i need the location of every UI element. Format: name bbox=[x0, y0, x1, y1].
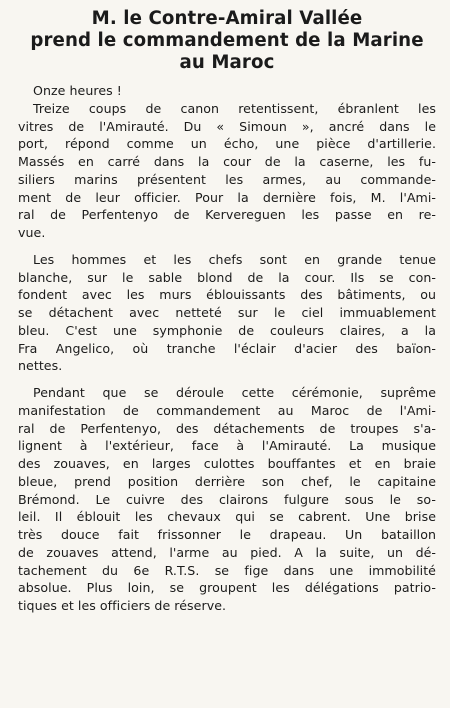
paragraph-line: vue. bbox=[18, 225, 46, 240]
title-line: prend le commandement de la Marine bbox=[30, 30, 424, 51]
paragraph-line: nettes. bbox=[18, 358, 63, 374]
paragraph-line: Onze heures ! bbox=[33, 83, 122, 98]
paragraph-cannon-salute bbox=[18, 100, 436, 242]
paragraph-line: lignent à l'extérieur, face à l'Amirauté. La musique bbox=[18, 438, 436, 454]
paragraph-line: bleue, prend position derrière son chef, le capitaine bbox=[18, 473, 436, 489]
paragraph-line: Les hommes et les chefs sont en grande tenue bbox=[33, 251, 436, 267]
paragraph-line: Treize coups de canon retentissent, ébranlent les bbox=[33, 100, 436, 116]
paragraph-white-uniforms bbox=[18, 251, 436, 375]
paragraph-line: ment de leur officier. Pour la dernière fois, M. l'Ami- bbox=[18, 189, 436, 205]
paragraph-line: siliers marins présentent les armes, au commande- bbox=[18, 171, 436, 187]
paragraph-line: Pendant que se déroule cette cérémonie, suprême bbox=[33, 385, 436, 400]
paragraph-line: tachement du 6e R.T.S. se fige dans une immobilité bbox=[18, 562, 436, 578]
article-body bbox=[18, 82, 436, 615]
paragraph-line: vitres de l'Amirauté. Du « Simoun », ancré dans le bbox=[18, 118, 436, 134]
title-line: M. le Contre-Amiral Vallée bbox=[91, 8, 363, 29]
paragraph-line: de zouaves attend, l'arme au pied. A la suite, un dé- bbox=[18, 544, 436, 560]
article-title bbox=[18, 8, 436, 74]
paragraph-line: ral de Perfentenyo de Kervereguen les passe en re- bbox=[18, 207, 436, 223]
paragraph-line: ral de Perfentenyo, des détachements de troupes s'a- bbox=[18, 420, 436, 436]
paragraph-line: manifestation de commandement au Maroc de l'Ami- bbox=[18, 402, 436, 418]
paragraph-line: bleu. C'est une symphonie de couleurs claires, a la bbox=[18, 322, 436, 338]
paragraph-line: se détachent avec netteté sur le ciel immuablement bbox=[18, 305, 436, 320]
paragraph-ceremony bbox=[18, 384, 436, 615]
paragraph-line: Brémond. Le cuivre des clairons fulgure sous le so- bbox=[18, 491, 436, 507]
paragraph-line: des zouaves, en larges culottes bouffantes et en braie bbox=[18, 456, 436, 471]
paragraph-line: Massés en carré dans la cour de la caserne, les fu- bbox=[18, 154, 436, 169]
paragraph-opening bbox=[18, 82, 436, 100]
title-line: au Maroc bbox=[179, 52, 275, 73]
paragraph-line: port, répond comme un écho, une pièce d'artillerie. bbox=[18, 136, 436, 152]
paragraph-line: blanche, sur le sable blond de la cour. Ils se con- bbox=[18, 269, 436, 285]
paragraph-line: absolue. Plus loin, se groupent les délégations patrio- bbox=[18, 580, 436, 596]
paragraph-line: Fra Angelico, où tranche l'éclair d'acier des baïon- bbox=[18, 340, 436, 356]
paragraph-line: fondent avec les murs éblouissants des bâtiments, ou bbox=[18, 287, 436, 303]
paragraph-line: tiques et les officiers de réserve. bbox=[18, 598, 227, 613]
paragraph-line: leil. Il éblouit les chevaux qui se cabrent. Une brise bbox=[18, 509, 436, 525]
paragraph-line: très douce fait frissonner le drapeau. Un bataillon bbox=[18, 527, 436, 542]
